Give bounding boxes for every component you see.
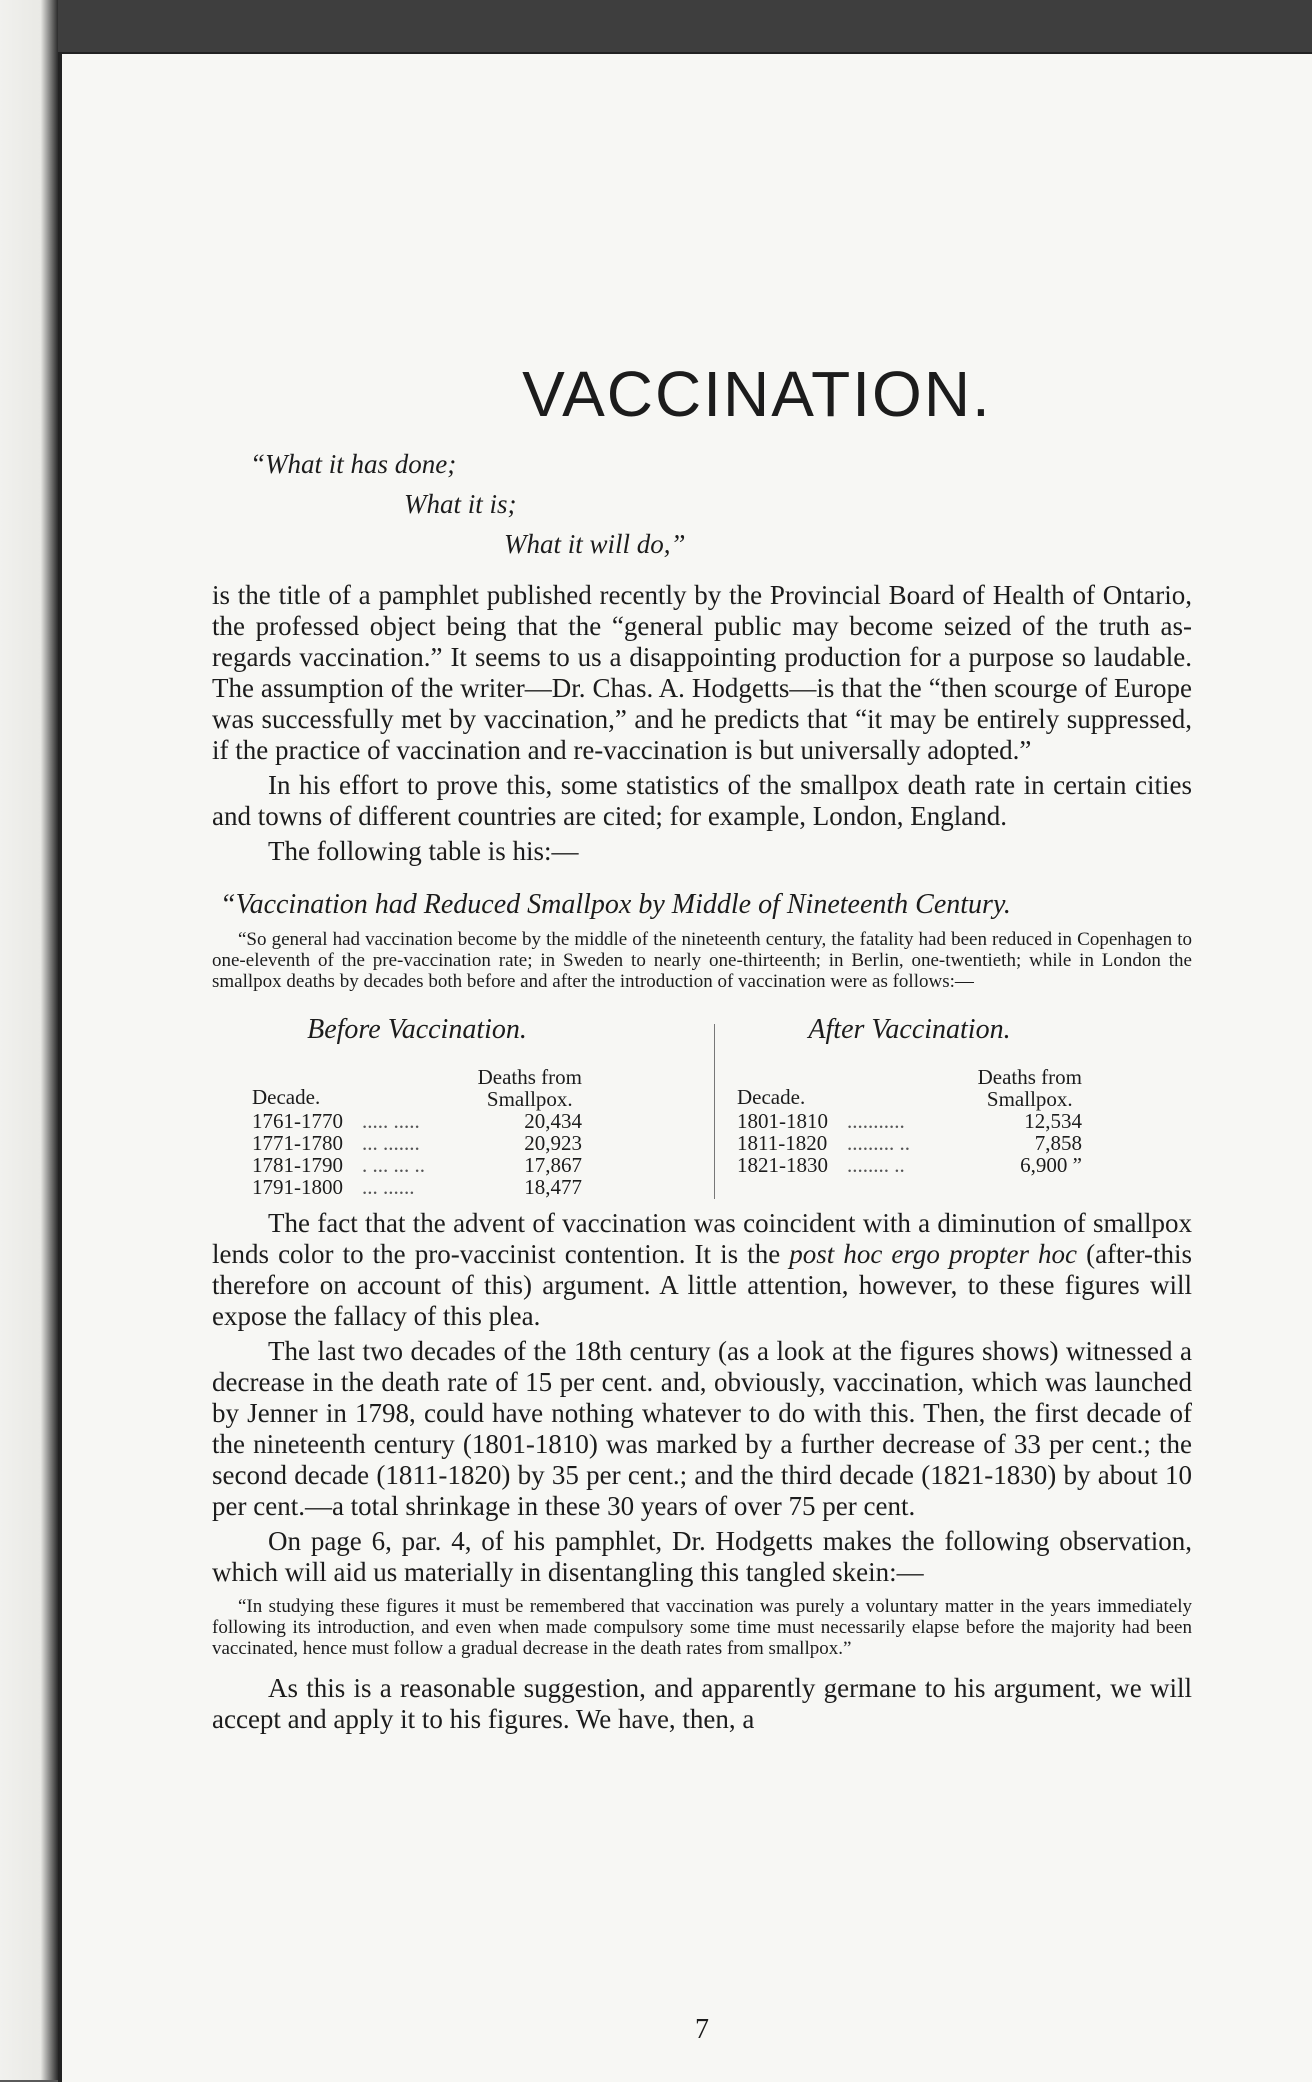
smallpox-tables xyxy=(212,1014,1192,1204)
column-deaths xyxy=(978,1066,1082,1110)
latin-phrase: post hoc ergo propter hoc xyxy=(789,1239,1078,1269)
decade: 1771-1780 xyxy=(252,1131,343,1155)
epigraph-line-3: What it will do,” xyxy=(504,529,686,559)
table-row xyxy=(252,1110,582,1132)
text-column xyxy=(212,354,1192,2045)
leader-dots: ........... xyxy=(847,1110,905,1132)
deaths: 20,434 xyxy=(524,1109,582,1133)
deaths: 7,858 xyxy=(1034,1131,1082,1155)
table-row xyxy=(252,1132,582,1154)
epigraph-line-2: What it is; xyxy=(404,489,517,519)
table-row xyxy=(737,1132,1082,1154)
decade: 1761-1770 xyxy=(252,1109,343,1133)
deaths: 6,900 ” xyxy=(1020,1153,1082,1177)
column-decade: Decade. xyxy=(252,1085,321,1109)
decade: 1801-1810 xyxy=(737,1109,828,1133)
paragraph-5: The last two decades of the 18th century (as a look at the figures shows) witnessed a decrease in the death rate of 15 per cent. and, obviously, vaccination, which was launched by Jenner in 1798, could have nothing whatever to do with this. Then, the first decade of the nineteenth century (1801-1810) was marked by a further decrease of 33 per cent.; the second decade (1811-1820) by 35 per cent.; and the third decade (1821-1830) by about 10 per cent.—a total shrinkage in these 30 years of over 75 per cent. xyxy=(212,1336,1192,1521)
deaths: 12,534 xyxy=(1024,1109,1082,1133)
table-row xyxy=(737,1154,1082,1176)
after-vaccination-table xyxy=(737,1014,1082,1176)
decade: 1781-1790 xyxy=(252,1153,343,1177)
epigraph xyxy=(212,444,1192,564)
column-deaths-line-2: Smallpox. xyxy=(486,1087,573,1111)
paragraph-4-text-a: The fact that the advent of vaccination was coincident with a diminution of smallpox lends color to the pro-vaccinist contention. It is the xyxy=(212,1208,1192,1269)
column-deaths-line-1: Deaths from xyxy=(977,1065,1082,1089)
paragraph-6: On page 6, par. 4, of his pamphlet, Dr. Hodgetts makes the following observation, which will aid us materially in disentangling this tangled skein:— xyxy=(212,1526,1192,1587)
decade: 1811-1820 xyxy=(737,1131,828,1155)
column-deaths-line-2: Smallpox. xyxy=(986,1087,1073,1111)
document-page xyxy=(58,52,1312,2082)
deaths: 20,923 xyxy=(524,1131,582,1155)
page-title: VACCINATION. xyxy=(522,358,992,430)
column-deaths xyxy=(478,1066,582,1110)
decade: 1791-1800 xyxy=(252,1175,343,1199)
epigraph-line-1: “What it has done; xyxy=(250,449,457,479)
page-number: 7 xyxy=(695,2014,709,2045)
paragraph-4-text-b: (after-this therefore on account of this) argument. A little attention, however, to these figures will expose the fallacy of this plea. xyxy=(212,1239,1192,1331)
leader-dots: ......... .. xyxy=(847,1132,910,1154)
column-deaths-line-1: Deaths from xyxy=(477,1065,582,1089)
leader-dots: ... ...... xyxy=(362,1176,415,1198)
column-headers xyxy=(252,1056,582,1110)
table-heading: After Vaccination. xyxy=(808,1014,1011,1045)
table-heading: Before Vaccination. xyxy=(307,1014,527,1045)
scan-left-margin xyxy=(0,0,58,2080)
table-divider xyxy=(714,1024,715,1199)
quote-body: “So general had vaccination become by the middle of the nineteenth century, the fatality had been reduced in Copenhagen to one-eleventh of the pre-vaccination rate; in Sweden to nearly one-thirteenth; in Berlin, one-twentieth; while in London the smallpox deaths by decades both before and after the introduction of vaccination were as follows:— xyxy=(212,929,1192,992)
column-headers xyxy=(737,1056,1082,1110)
paragraph-1: is the title of a pamphlet published recently by the Provincial Board of Health of Ontario, the professed object being that the “general public may become seized of the truth as-regards vaccination.” It seems to us a disappointing production for a purpose so laudable. The assumption of the writer—Dr. Chas. A. Hodgetts—is that the “then scourge of Europe was successfully met by vaccination,” and he predicts that “it may be entirely suppressed, if the practice of vaccination and re-vaccination is but universally adopted.” xyxy=(212,580,1192,765)
decade: 1821-1830 xyxy=(737,1153,828,1177)
leader-dots: ..... ..... xyxy=(362,1110,420,1132)
leader-dots: ........ .. xyxy=(847,1154,905,1176)
leader-dots: ... ....... xyxy=(362,1132,420,1154)
deaths: 17,867 xyxy=(524,1153,582,1177)
paragraph-4 xyxy=(212,1208,1192,1332)
table-row xyxy=(252,1154,582,1176)
leader-dots: . ... ... .. xyxy=(362,1154,425,1176)
quote-2: “In studying these figures it must be remembered that vaccination was purely a voluntary matter in the years immediately following its introduction, and even when made compulsory some time must necessarily elapse before the majority had been vaccinated, hence must follow a gradual decrease in the death rates from smallpox.” xyxy=(212,1596,1192,1659)
table-row xyxy=(737,1110,1082,1132)
before-vaccination-table xyxy=(252,1014,582,1198)
table-row xyxy=(252,1176,582,1198)
column-decade: Decade. xyxy=(737,1085,806,1109)
paragraph-3: The following table is his:— xyxy=(268,836,579,866)
paragraph-2: In his effort to prove this, some statistics of the smallpox death rate in certain cities and towns of different countries are cited; for example, London, England. xyxy=(212,770,1192,831)
quote-heading: “Vaccination had Reduced Smallpox by Middle of Nineteenth Century. xyxy=(220,889,1011,920)
paragraph-7: As this is a reasonable suggestion, and apparently germane to his argument, we will accept and apply it to his figures. We have, then, a xyxy=(212,1673,1192,1734)
deaths: 18,477 xyxy=(524,1175,582,1199)
